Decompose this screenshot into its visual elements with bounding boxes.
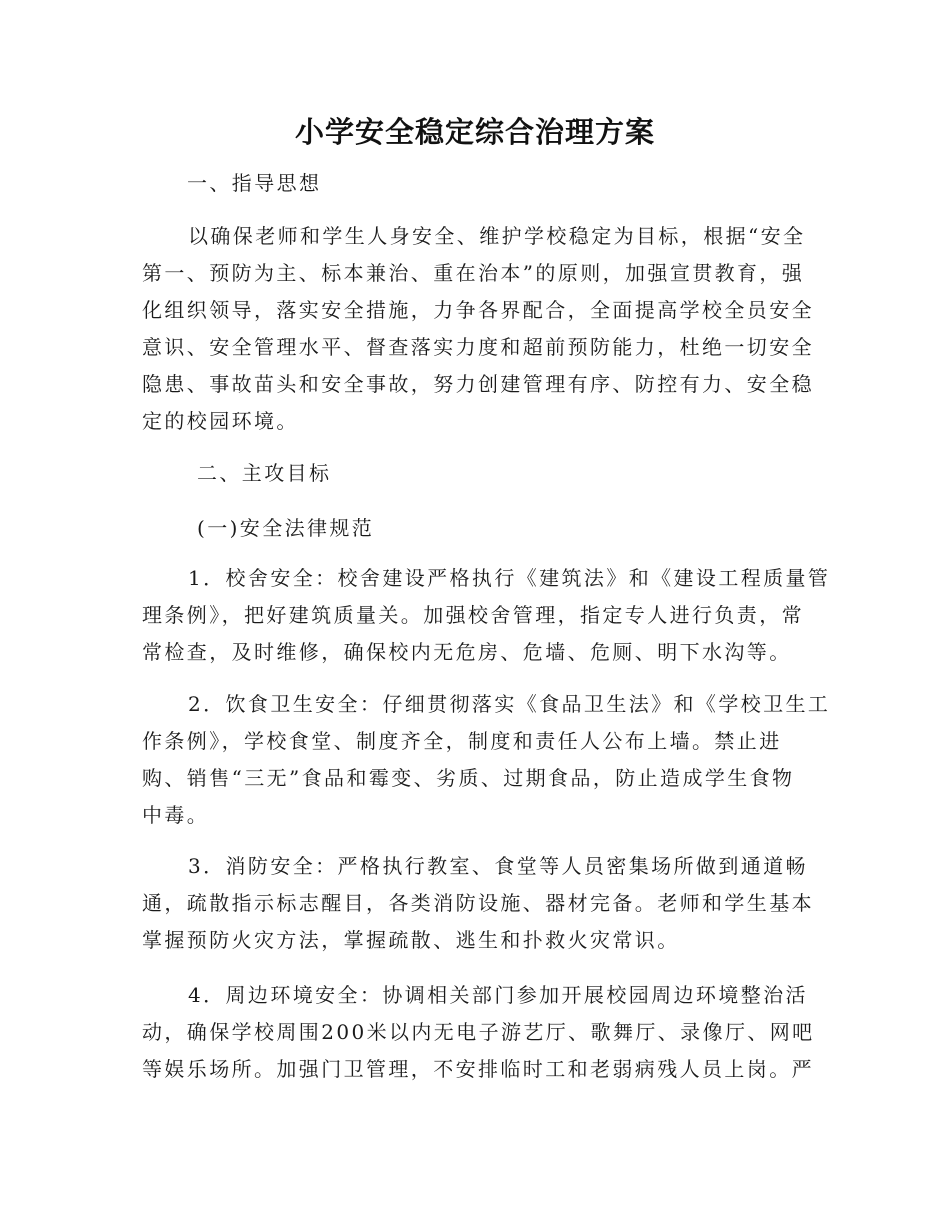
paragraph-line: 4．周边环境安全：协调相关部门参加开展校园周边环境整治活 — [188, 983, 808, 1007]
paragraph-line: 意识、安全管理水平、督查落实力度和超前预防能力，杜绝一切安全 — [142, 335, 814, 359]
paragraph-guiding-ideology — [142, 218, 822, 440]
paragraph-line: 定的校园环境。 — [142, 409, 299, 433]
paragraph-line: 第一、预防为主、标本兼治、重在治本”的原则，加强宣贯教育，强 — [142, 261, 805, 285]
section-heading-main-objectives: 二、主攻目标 — [197, 461, 332, 485]
paragraph-line: 等娱乐场所。加强门卫管理，不安排临时工和老弱病残人员上岗。严 — [142, 1057, 814, 1081]
paragraph-line: 通，疏散指示标志醒目，各类消防设施、器材完备。老师和学生基本 — [142, 891, 814, 915]
paragraph-line: 隐患、事故苗头和安全事故，努力创建管理有序、防控有力、安全稳 — [142, 372, 814, 396]
paragraph-line: 2．饮食卫生安全：仔细贯彻落实《食品卫生法》和《学校卫生工 — [188, 692, 831, 716]
paragraph-line: 动，确保学校周围200米以内无电子游艺厅、歌舞厅、录像厅、网吧 — [142, 1020, 815, 1044]
section-heading-guiding-ideology: 一、指导思想 — [187, 171, 322, 195]
paragraph-line: 作条例》，学校食堂、制度齐全，制度和责任人公布上墙。禁止进 — [142, 729, 782, 753]
document-title: 小学安全稳定综合治理方案 — [294, 115, 655, 149]
paragraph-line: 购、销售“三无”食品和霉变、劣质、过期食品，防止造成学生食物 — [142, 766, 795, 790]
item-surrounding-environment-safety — [142, 977, 822, 1088]
paragraph-line: 中毒。 — [142, 803, 210, 827]
item-school-building-safety — [142, 560, 831, 671]
item-fire-safety — [142, 848, 822, 959]
paragraph-line: 以确保老师和学生人身安全、维护学校稳定为目标，根据“安全 — [188, 224, 806, 248]
item-food-hygiene-safety — [142, 686, 831, 834]
paragraph-line: 常检查，及时维修，确保校内无危房、危墙、危厕、明下水沟等。 — [142, 640, 792, 664]
paragraph-line: 掌握预防火灾方法，掌握疏散、逃生和扑救火灾常识。 — [142, 928, 680, 952]
paragraph-line: 3．消防安全：严格执行教室、食堂等人员密集场所做到通道畅 — [188, 854, 808, 878]
paragraph-line: 理条例》，把好建筑质量关。加强校舍管理，指定专人进行负责，常 — [142, 603, 804, 627]
paragraph-line: 化组织领导，落实安全措施，力争各界配合，全面提高学校全员安全 — [142, 298, 814, 322]
paragraph-line: 1．校舍安全：校舍建设严格执行《建筑法》和《建设工程质量管 — [188, 566, 831, 590]
subsection-heading-safety-laws: (一)安全法律规范 — [197, 516, 375, 540]
